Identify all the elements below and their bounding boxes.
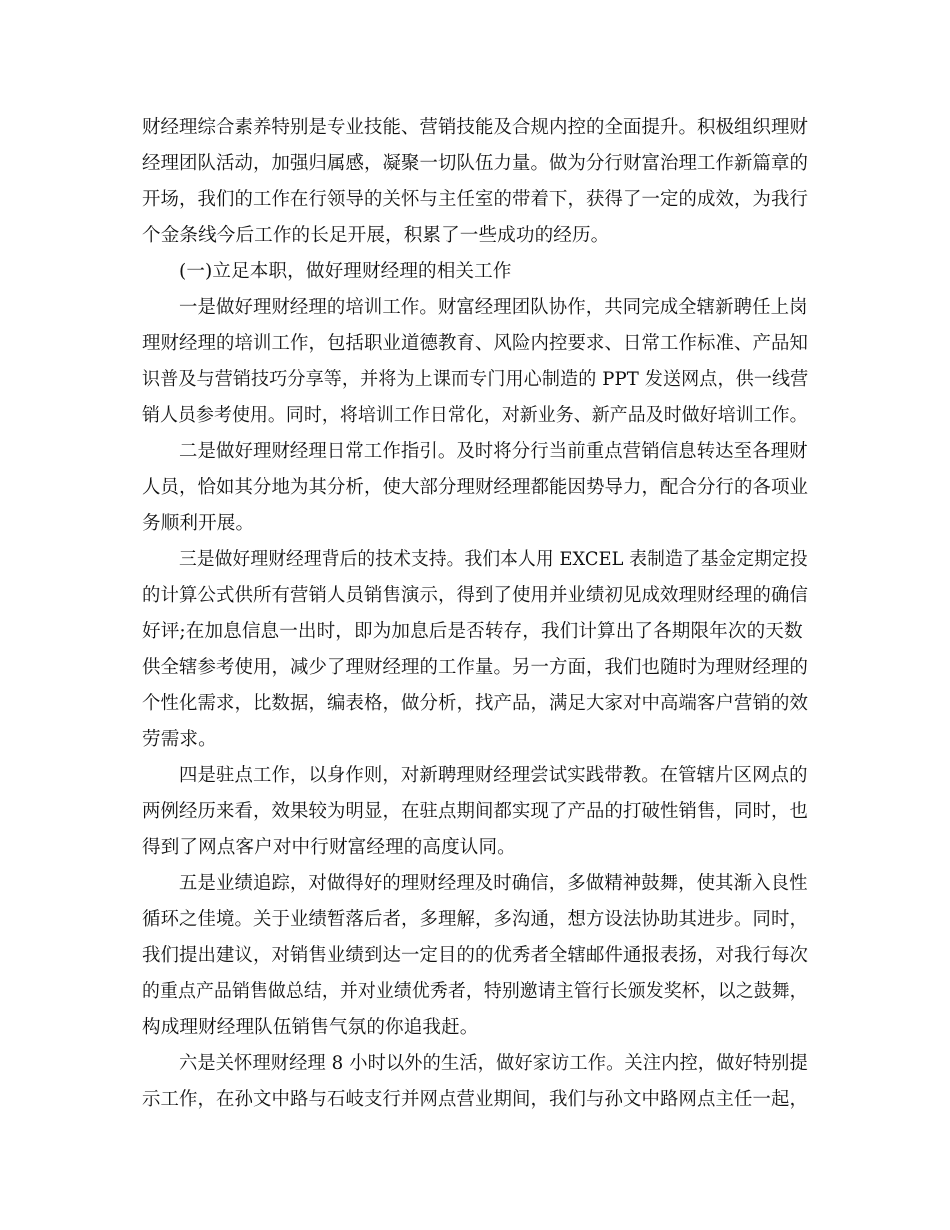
- text-line: 两例经历来看，效果较为明显，在驻点期间都实现了产品的打破性销售，同时，也: [142, 801, 808, 822]
- text-line: 销人员参考使用。同时，将培训工作日常化，对新业务、新产品及时做好培训工作。: [142, 405, 808, 426]
- section-heading: (一)立足本职，做好理财经理的相关工作: [179, 261, 512, 282]
- text-line: 三是做好理财经理背后的技术支持。我们本人用 EXCEL 表制造了基金定期定投: [179, 549, 808, 570]
- text-line: 得到了网点客户对中行财富经理的高度认同。: [142, 837, 516, 858]
- text-line: 我们提出建议，对销售业绩到达一定目的的优秀者全辖邮件通报表扬，对我行每次: [142, 945, 808, 966]
- text-line: 循环之佳境。关于业绩暂落后者，多理解，多沟通，想方设法协助其进步。同时，: [142, 909, 808, 930]
- text-line: 开场，我们的工作在行领导的关怀与主任室的带着下，获得了一定的成效，为我行: [142, 189, 808, 210]
- text-line: 个性化需求，比数据，编表格，做分析，找产品，满足大家对中高端客户营销的效: [142, 693, 808, 714]
- text-line: 四是驻点工作，以身作则，对新聘理财经理尝试实践带教。在管辖片区网点的: [179, 765, 808, 786]
- text-line: 的计算公式供所有营销人员销售演示，得到了使用并业绩初见成效理财经理的确信: [142, 585, 808, 606]
- text-line: 五是业绩追踪，对做得好的理财经理及时确信，多做精神鼓舞，使其渐入良性: [179, 873, 808, 894]
- text-line: 六是关怀理财经理 8 小时以外的生活，做好家访工作。关注内控，做好特别提: [179, 1053, 808, 1074]
- text-line: 务顺利开展。: [142, 513, 255, 534]
- text-line: 供全辖参考使用，减少了理财经理的工作量。另一方面，我们也随时为理财经理的: [142, 657, 808, 678]
- text-line: 构成理财经理队伍销售气氛的你追我赶。: [142, 1017, 479, 1038]
- text-line: 财经理综合素养特别是专业技能、营销技能及合规内控的全面提升。积极组织理财: [142, 117, 808, 138]
- text-line: 劳需求。: [142, 729, 217, 750]
- text-line: 的重点产品销售做总结，并对业绩优秀者，特别邀请主管行长颁发奖杯，以之鼓舞，: [142, 981, 808, 1002]
- text-line: 识普及与营销技巧分享等，并将为上课而专门用心制造的 PPT 发送网点，供一线营: [142, 369, 809, 390]
- text-line: 二是做好理财经理日常工作指引。及时将分行当前重点营销信息转达至各理财: [179, 441, 808, 462]
- text-line: 人员，恰如其分地为其分析，使大部分理财经理都能因势导力，配合分行的各项业: [142, 477, 808, 498]
- text-line: 个金条线今后工作的长足开展，积累了一些成功的经历。: [142, 225, 610, 246]
- text-line: 一是做好理财经理的培训工作。财富经理团队协作，共同完成全辖新聘任上岗: [179, 297, 808, 318]
- text-line: 经理团队活动，加强归属感，凝聚一切队伍力量。做为分行财富治理工作新篇章的: [142, 153, 808, 174]
- text-line: 好评;在加息信息一出时，即为加息后是否转存，我们计算出了各期限年次的天数: [142, 621, 803, 642]
- text-line: 示工作，在孙文中路与石岐支行并网点营业期间，我们与孙文中路网点主任一起，: [142, 1089, 808, 1110]
- text-line: 理财经理的培训工作，包括职业道德教育、风险内控要求、日常工作标准、产品知: [142, 333, 808, 354]
